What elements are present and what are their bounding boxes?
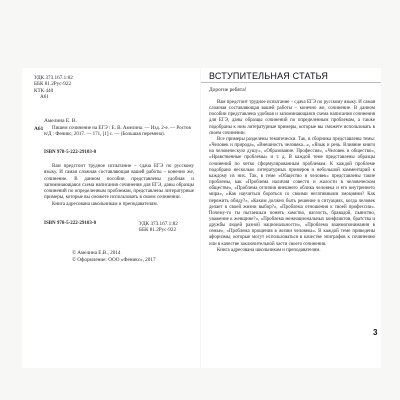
copyright-page [22,68,200,368]
isbn-bottom: ISBN 978-5-222-29103-0 [44,221,97,226]
author-name: Амелина Е. В. [44,118,77,124]
audience-note: Книга адресована школьникам и преподавателям. [52,201,158,207]
ktk-code: КТК 440 [34,87,54,94]
bibliographic-entry [44,126,192,139]
bibliographic-text: Пишем сочинение на ЕГЭ / Е. В. Амелина. — Изд. 2-е. — Ростов н/Д : Феникс, 2017. — 171, [1] с. — (Большая перемена). [44,126,191,138]
paragraph-1: Вам предстоит трудное испытание – сдача ЕГЭ по русскому языку. И самая сложная составляющая вашей работы – конечно же, сочинение. В данном пособии представлена удобная и запоминающаяся схема написания сочинения для ЕГЭ, даны образцы сочинений по определенным проблемам, а также подобраны к ним литературные примеры, которые вы сможете использовать в своем сочинении. [209,100,375,136]
bbk-code-bottom: ББК 81.2Рус-922 [139,227,177,234]
greeting: Дорогие ребята! [209,87,247,93]
classification-codes-bottom [139,221,178,234]
intro-body [209,100,375,254]
copyright-author: © Амелина Е.В., 2014 [72,250,121,256]
author-index-code: А61 [34,126,44,132]
annotation [44,164,194,208]
annotation-text: Вам предстоит трудное испытание – сдача ЕГЭ по русскому языку. И самая сложная составляющая вашей работы – конечно же, сочинение. В данном пособии представлены удобная и запоминающаяся схема написания сочинения для ЕГЭ, даны образцы сочинений по определенным проблемам, представлены литературные примеры, которые вы сможете использовать в своем сочинении. [44,164,194,201]
page-number: 3 [373,328,378,337]
intro-page [201,68,381,368]
bbk-code: ББК 81.2Рус-922 [34,81,72,88]
copyright-design: © Оформление: ООО «Феникс», 2017 [72,257,156,263]
copyright-block [72,250,156,264]
paragraph-3: Книга адресована школьникам и преподавателям. [217,247,321,253]
heading-divider [201,82,381,83]
udk-code: УДК 373.167.1:82 [34,75,73,81]
paragraph-2: Все примеры разделены тематически. Так, в сборника представлены темы: «Человек и природа», «Внешность человека...», «Язык и речь. Влияние книги на человеческую душу», «Образование. Профессия», «Человек и общество», «Нравственные проблемы» и т. д. В каждой теме представлены образцы сочинений по четко сформулированным проблемам. К каждой проблеме подобрано несколько литературных примеров и небольшой комментарий к каждому из них. Так, в теме «Общество и человек» представлены такие проблемы, как «Проблема наличия совести и жалости в человеческом обществе», «Проблема отличия внешнего облика человека и его внутреннего мира», «Как научиться бороться со своими негативными эмоциями? Как пережить обиду?», «Каким должно быть решение в ситуациях, когда человек делает в своей жизни выбор?», «Проблема отношения к своей профессии». Почему-то ты пытаешься понять хамство, наглость, бравадой, пьянство, уважение к женщине?», «Проблема межнациональных конфликтов, братства и дружбы людей разной национальности», «Проблема взаимопонимания в семье», «Проблема прощения в жизни человека». В каждой теме приведены афоризмы, которые могут использоваться в качестве эпиграфов к сочинению или в качестве заключительной части своего сочинения. [209,136,375,247]
section-heading: ВСТУПИТЕЛЬНАЯ СТАТЬЯ [209,71,329,81]
udk-code-bottom: УДК 373.167.1:82 [139,221,178,227]
isbn-top: ISBN 978-5-222-29103-0 [44,150,97,155]
classification-codes [34,75,73,100]
index-code: А61 [40,93,49,100]
